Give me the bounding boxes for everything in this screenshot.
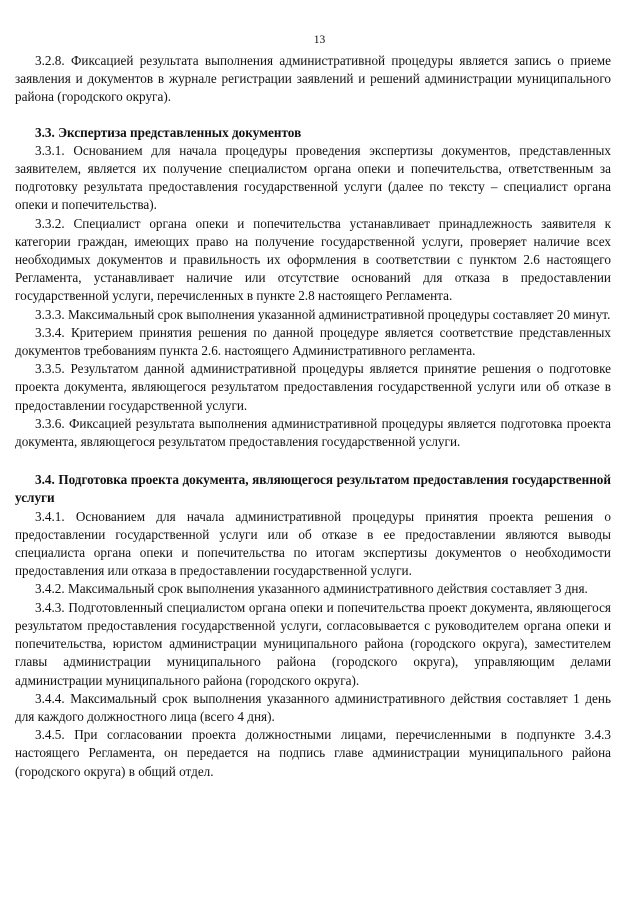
paragraph-3-4-5: 3.4.5. При согласовании проекта должностными лицами, перечисленными в подпункте 3.4.3 настоящего Регламента, он передается на подпись главе администрации муниципального района (городского округа) в общий отдел. [15,727,611,779]
paragraph-3-4-4: 3.4.4. Максимальный срок выполнения указанного административного действия составляет 1 день для каждого должностного лица (всего 4 дня). [15,690,611,724]
paragraph-3-3-4: 3.3.4. Критерием принятия решения по данной процедуре является соответствие представленных документов требованиям пункта 2.6. настоящего Административного регламента. [15,324,611,359]
paragraph-3-4-3: 3.4.3. Подготовленный специалистом органа опеки и попечительства проект документа, являющегося результатом предоставления государственной услуги, согласовывается с руководителем органа опеки и попечительства, юристом администрации муниципального района (городского округа), заместителем главы администрации муниципального района (городского округа), управляющим делами администрации муниципального района (городского округа). [15,599,611,688]
document-body [15,52,611,781]
paragraph-3-3-3: 3.3.3. Максимальный срок выполнения указанной административной процедуры составляет 20 минут. [35,306,611,322]
paragraph-3-4-1: 3.4.1. Основанием для начала административной процедуры принятия проекта решения о предоставлении государственной услуги или об отказе в ее предоставлении являются выводы специалиста органа опеки и попечительства по итогам экспертизы документов о необходимости предоставления или отказа в предоставлении государственной услуги. [15,508,611,579]
section-heading-3-3: 3.3. Экспертиза представленных документов [35,124,302,140]
paragraph-3-4-2: 3.4.2. Максимальный срок выполнения указанного административного действия составляет 3 дня. [35,581,588,597]
paragraph-3-3-2: 3.3.2. Специалист органа опеки и попечительства устанавливает принадлежность заявителя к категории граждан, имеющих право на получение государственной услуги, проверяет наличие всех необходимых документов и правильность их оформления в соответствии с пунктом 2.6 настоящего Регламента, устанавливает наличие или отсутствие оснований для отказа в предоставлении государственной услуги, перечисленных в пункте 2.8 настоящего Регламента. [15,215,611,304]
page-number: 13 [313,34,326,46]
paragraph-3-2-8: 3.2.8. Фиксацией результата выполнения административной процедуры является запись о приеме заявления и документов в журнале регистрации заявлений и решений администрации муниципального района (городского округа). [15,53,611,105]
section-heading-3-4: 3.4. Подготовка проекта документа, являющегося результатом предоставления государственной услуги [15,472,611,506]
paragraph-3-3-5: 3.3.5. Результатом данной административной процедуры является принятие решения о подготовке проекта документа, являющегося результатом предоставления государственной услуги или об отказе в предоставлении государственной услуги. [15,361,611,413]
paragraph-3-3-1: 3.3.1. Основанием для начала процедуры проведения экспертизы документов, представленных заявителем, является их получение специалистом органа опеки и попечительства, ответственным за подготовку результата предоставления государственной услуги (далее по тексту – специалист органа опеки и попечительства). [15,142,611,213]
paragraph-3-3-6: 3.3.6. Фиксацией результата выполнения административной процедуры является подготовка проекта документа, являющегося результатом предоставления государственной услуги. [15,415,611,450]
